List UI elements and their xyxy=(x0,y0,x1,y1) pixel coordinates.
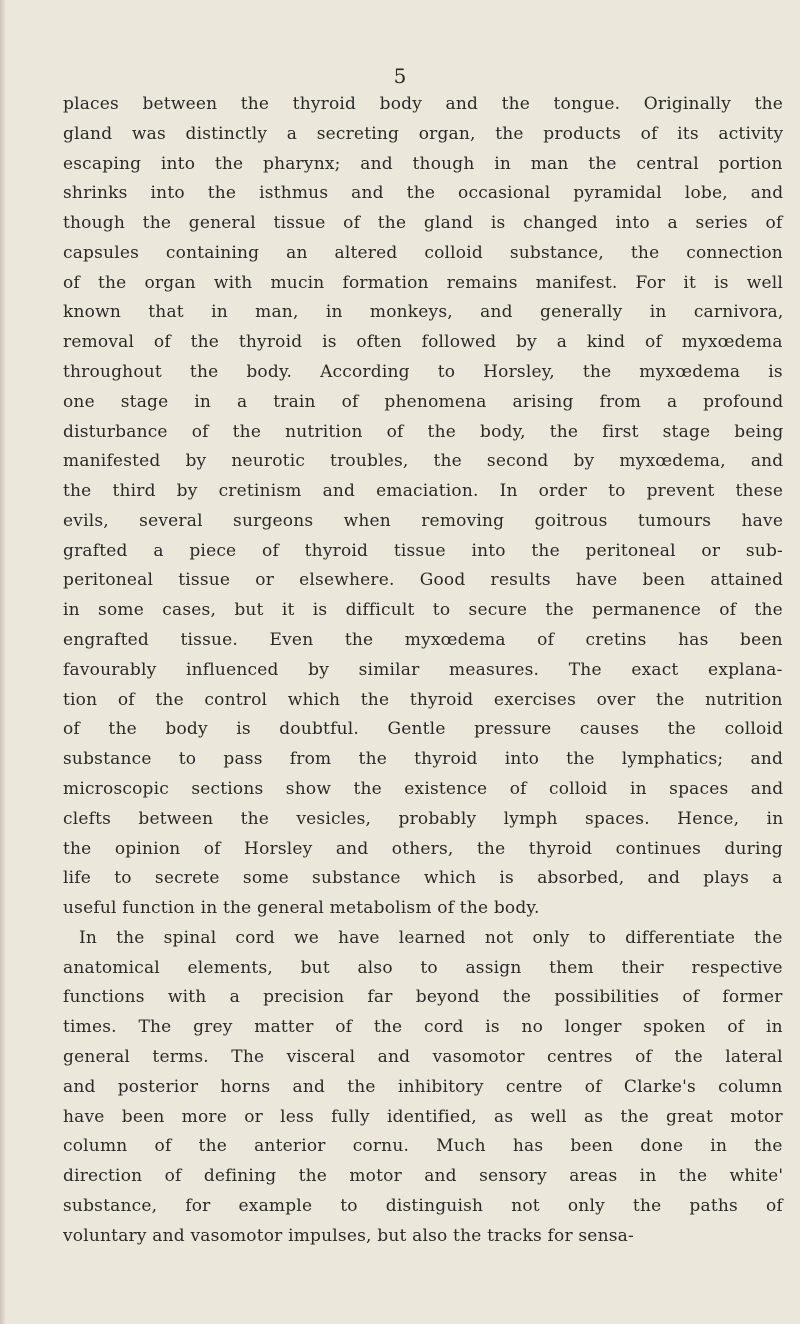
text-line: direction of defining the motor and sensory areas in the white' xyxy=(63,1166,784,1187)
text-line: tion of the control which the thyroid exercises over the nutrition xyxy=(63,689,783,710)
text-line: escaping into the pharynx; and though in man the central portion xyxy=(63,153,783,174)
text-line: have been more or less fully identified, as well as the great motor xyxy=(63,1106,783,1127)
text-line: anatomical elements, but also to assign them their respective xyxy=(63,957,783,978)
text-line: engrafted tissue. Even the myxœdema of cretins has been xyxy=(63,630,783,651)
text-line: peritoneal tissue or elsewhere. Good results have been attained xyxy=(63,570,784,591)
text-line: capsules containing an altered colloid substance, the connection xyxy=(63,242,783,263)
text-line: disturbance of the nutrition of the body, the first stage being xyxy=(63,421,784,442)
text-line: voluntary and vasomotor impulses, but also the tracks for sensa- xyxy=(63,1225,634,1246)
text-line: of the organ with mucin formation remains manifest. For it is well xyxy=(63,272,784,293)
text-line: the third by cretinism and emaciation. In order to prevent these xyxy=(63,481,784,502)
text-line: of the body is doubtful. Gentle pressure causes the colloid xyxy=(63,719,784,740)
text-line: manifested by neurotic troubles, the second by myxœdema, and xyxy=(63,451,784,472)
text-line: times. The grey matter of the cord is no longer spoken of in xyxy=(63,1017,783,1038)
text-line: though the general tissue of the gland is changed into a series of xyxy=(63,213,783,234)
text-line: In the spinal cord we have learned not only to differentiate the xyxy=(79,927,783,948)
text-line: in some cases, but it is difficult to secure the permanence of the xyxy=(63,600,783,621)
text-line: shrinks into the isthmus and the occasional pyramidal lobe, and xyxy=(63,183,784,204)
text-line: substance, for example to distinguish not only the paths of xyxy=(63,1195,783,1216)
text-line: substance to pass from the thyroid into the lymphatics; and xyxy=(63,749,784,770)
text-line: evils, several surgeons when removing goitrous tumours have xyxy=(63,510,784,531)
text-line: general terms. The visceral and vasomotor centres of the lateral xyxy=(63,1046,783,1067)
text-line: useful function in the general metabolism of the body. xyxy=(63,898,540,919)
text-line: column of the anterior cornu. Much has been done in the xyxy=(63,1136,783,1157)
text-line: throughout the body. According to Horsley, the myxœdema is xyxy=(63,362,783,383)
text-line: one stage in a train of phenomena arising from a profound xyxy=(63,391,784,412)
text-line: functions with a precision far beyond the possibilities of former xyxy=(63,987,783,1008)
text-line: and posterior horns and the inhibitory centre of Clarke's column xyxy=(63,1076,783,1097)
text-line: microscopic sections show the existence of colloid in spaces and xyxy=(63,778,784,799)
page-number: 5 xyxy=(393,64,407,88)
text-line: grafted a piece of thyroid tissue into the peritoneal or sub- xyxy=(63,540,783,561)
text-line: places between the thyroid body and the tongue. Originally the xyxy=(63,94,784,114)
text-line: favourably influenced by similar measures. The exact explana- xyxy=(63,659,783,680)
text-line: the opinion of Horsley and others, the thyroid continues during xyxy=(63,838,783,859)
text-line: removal of the thyroid is often followed by a kind of myxœdema xyxy=(63,332,783,353)
text-line: gland was distinctly a secreting organ, the products of its activity xyxy=(63,123,784,144)
page-spine-shadow xyxy=(0,0,6,1324)
text-line: known that in man, in monkeys, and generally in carnivora, xyxy=(63,302,784,323)
text-line: life to secrete some substance which is absorbed, and plays a xyxy=(63,868,783,889)
text-line: clefts between the vesicles, probably lymph spaces. Hence, in xyxy=(63,808,784,829)
